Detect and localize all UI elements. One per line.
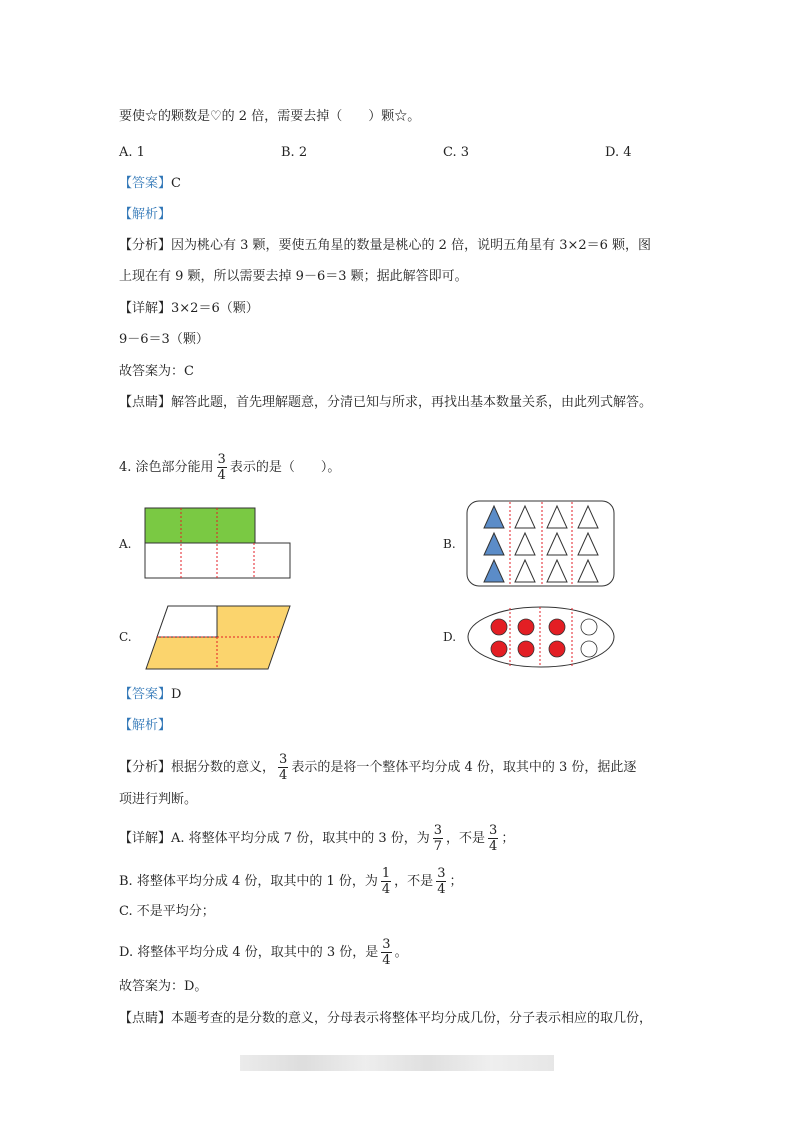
q3-xiangjie-line1 — [119, 300, 259, 318]
q3-fenxi-line2: 上现在有 9 颗，所以需要去掉 9－6＝3 颗；据此解答即可。 — [119, 269, 468, 284]
q4-xiangjie-b — [119, 866, 462, 897]
fraction-3-4 — [217, 452, 227, 483]
q4-xiangjie-d — [119, 937, 408, 968]
fraction-3-7 — [433, 823, 443, 854]
fenxi-pre: 根据分数的意义， — [171, 760, 276, 775]
fraction-denominator: 4 — [381, 882, 391, 897]
fraction-1-4 — [381, 866, 391, 897]
q3-analysis-tag: 【解析】 — [119, 207, 172, 222]
dianjing-tag: 【点睛】 — [119, 1011, 172, 1026]
fenxi-text: 因为桃心有 3 颗，要使五角星的数量是桃心的 2 倍，说明五角星有 3×2＝6 颗，图 — [171, 238, 652, 253]
fraction-3-4 — [278, 752, 288, 783]
q4-xiangjie-a — [119, 823, 514, 854]
q3-option-a: A. 1 — [119, 145, 145, 160]
q3-answer — [119, 175, 181, 193]
figure-b-triangles — [466, 500, 616, 588]
q4-analysis-tag: 【解析】 — [119, 718, 172, 733]
xiangjie-tag: 【详解】 — [119, 831, 172, 846]
fraction-numerator: 3 — [489, 823, 498, 838]
dianjing-tag: 【点睛】 — [119, 395, 172, 410]
q4-stem — [119, 452, 340, 483]
fraction-numerator: 3 — [217, 452, 226, 467]
q3-stem: 要使☆的颗数是♡的 2 倍，需要去掉（ ）颗☆。 — [119, 109, 421, 124]
q4-dianjing — [119, 1010, 652, 1028]
xiangjie-b-pre: B. 将整体平均分成 4 份，取其中的 1 份，为 — [119, 874, 378, 889]
blurred-watermark — [240, 1055, 554, 1071]
fenxi-tag: 【分析】 — [119, 760, 172, 775]
fraction-numerator: 3 — [433, 823, 443, 838]
q3-option-b: B. 2 — [281, 145, 308, 160]
xiangjie-d-pre: D. 将整体平均分成 4 份，取其中的 3 份，是 — [119, 945, 379, 960]
figure-c-parallelogram — [144, 604, 294, 672]
fraction-numerator: 1 — [381, 866, 391, 881]
option-b-label: B. — [443, 537, 456, 551]
fraction-denominator: 4 — [437, 882, 446, 897]
dianjing-text: 解答此题，首先理解题意，分清已知与所求，再找出基本数量关系，由此列式解答。 — [171, 395, 653, 410]
fenxi-post: 表示的是将一个整体平均分成 4 份，取其中的 3 份，据此逐 — [291, 760, 637, 775]
fraction-denominator: 4 — [382, 953, 391, 968]
fraction-denominator: 4 — [489, 839, 498, 854]
q4-stem-pre: 4. 涂色部分能用 — [119, 460, 214, 475]
answer-value: D — [171, 687, 182, 702]
fraction-3-4 — [436, 866, 446, 897]
q4-fenxi-line1 — [119, 752, 636, 783]
fraction-3-4 — [488, 823, 498, 854]
xiangjie-a-mid: ，不是 — [446, 831, 486, 846]
q3-xiangjie-line2: 9－6＝3（颗） — [119, 332, 209, 347]
xiangjie-d-end: 。 — [394, 945, 408, 960]
q4-fenxi-line2: 项进行判断。 — [119, 792, 198, 807]
q3-option-c: C. 3 — [443, 145, 470, 160]
fenxi-tag: 【分析】 — [119, 238, 172, 253]
fraction-numerator: 3 — [382, 937, 391, 952]
q4-stem-post: 表示的是（ ）。 — [229, 460, 341, 475]
q3-dianjing — [119, 394, 652, 412]
option-c-label: C. — [119, 630, 132, 644]
answer-tag: 【答案】 — [119, 176, 172, 191]
xiangjie-b-end: ； — [449, 874, 463, 889]
q3-conclusion: 故答案为：C — [119, 364, 194, 379]
xiangjie-a-end: ； — [501, 831, 515, 846]
figure-d-circles — [466, 605, 616, 669]
xiangjie-text: 3×2＝6（颗） — [171, 301, 259, 316]
fraction-denominator: 7 — [433, 839, 443, 854]
q3-option-d: D. 4 — [605, 145, 632, 160]
fraction-3-4 — [381, 937, 391, 968]
xiangjie-a-pre: A. 将整体平均分成 7 份，取其中的 3 份，为 — [171, 831, 430, 846]
dianjing-text: 本题考查的是分数的意义，分母表示将整体平均分成几份，分子表示相应的取几份， — [171, 1011, 653, 1026]
q4-answer — [119, 686, 181, 704]
q3-fenxi-line1 — [119, 237, 651, 255]
fraction-denominator: 4 — [217, 468, 226, 483]
xiangjie-b-mid: ，不是 — [394, 874, 434, 889]
q4-conclusion: 故答案为：D。 — [119, 979, 208, 994]
fraction-denominator: 4 — [279, 768, 288, 783]
xiangjie-tag: 【详解】 — [119, 301, 172, 316]
fraction-numerator: 3 — [279, 752, 288, 767]
option-d-label: D. — [443, 630, 457, 644]
option-a-label: A. — [119, 537, 132, 551]
fraction-numerator: 3 — [437, 866, 446, 881]
answer-value: C — [171, 176, 181, 191]
figure-a-rectangles — [144, 507, 294, 581]
q4-xiangjie-c: C. 不是平均分； — [119, 904, 215, 919]
answer-tag: 【答案】 — [119, 687, 172, 702]
